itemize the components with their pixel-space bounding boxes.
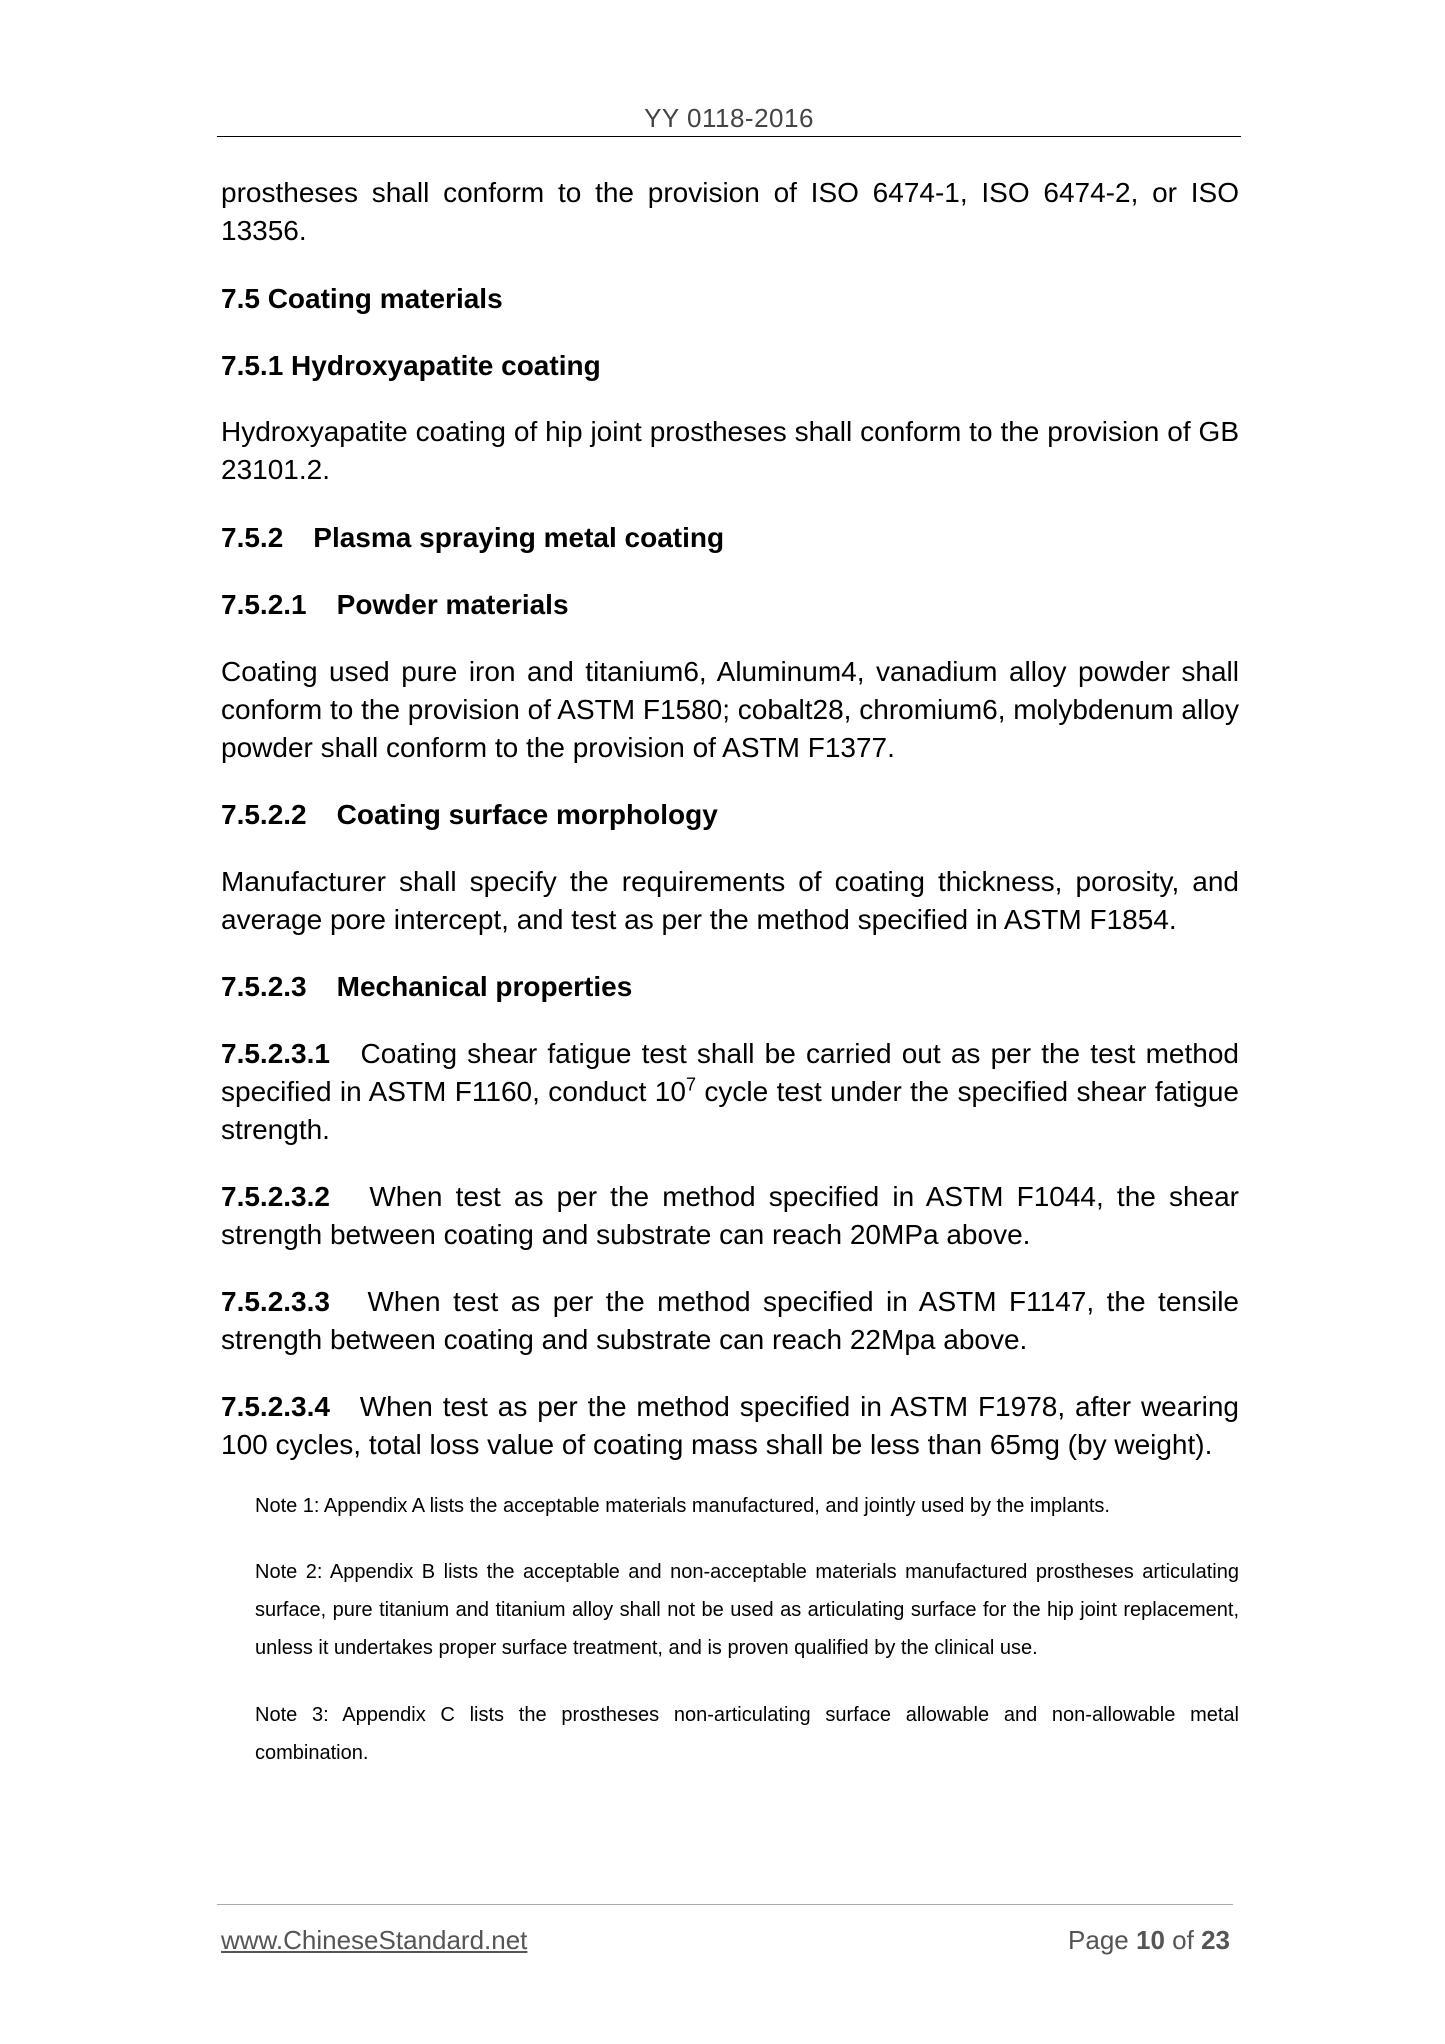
page-prefix: Page xyxy=(1068,1925,1129,1955)
heading-7-5: 7.5 Coating materials xyxy=(221,283,503,314)
header-rule xyxy=(217,136,1241,137)
page-total: 23 xyxy=(1201,1925,1230,1955)
clause-number: 7.5.2.3.1 xyxy=(221,1038,330,1069)
heading-title: Mechanical properties xyxy=(336,971,633,1002)
paragraph-7-5-2-3-1 xyxy=(221,1035,1239,1149)
note-3: Note 3: Appendix C lists the prostheses non-articulating surface allowable and non-allowable metal combination. xyxy=(255,1704,1239,1764)
paragraph-7-5-1: Hydroxyapatite coating of hip joint prostheses shall conform to the provision of GB 23101.2. xyxy=(221,416,1239,485)
heading-7-5-2-1 xyxy=(221,586,1239,624)
clause-number: 7.5.2.3.3 xyxy=(221,1286,330,1317)
page-number xyxy=(1068,1925,1230,1956)
paragraph-7-5-2-2: Manufacturer shall specify the requirements of coating thickness, porosity, and average pore intercept, and test as per the method specified in ASTM F1854. xyxy=(221,866,1239,935)
exponent: 7 xyxy=(685,1074,696,1095)
paragraph-7-5-2-3-4 xyxy=(221,1388,1239,1464)
heading-7-5-2 xyxy=(221,519,1239,557)
clause-text: When test as per the method specified in ASTM F1147, the tensile strength between coating and substrate can reach 22Mpa above. xyxy=(221,1286,1239,1355)
paragraph-7-5-2-3-3 xyxy=(221,1283,1239,1359)
heading-number: 7.5.2.1 xyxy=(221,589,307,620)
heading-number: 7.5.2 xyxy=(221,522,284,553)
document-id-header: YY 0118-2016 xyxy=(644,103,814,133)
heading-title: Plasma spraying metal coating xyxy=(313,522,725,553)
paragraph-7-5-2-3-2 xyxy=(221,1178,1239,1254)
clause-text: When test as per the method specified in ASTM F1044, the shear strength between coating and substrate can reach 20MPa above. xyxy=(221,1181,1239,1250)
clause-number: 7.5.2.3.4 xyxy=(221,1391,330,1422)
page-current: 10 xyxy=(1136,1925,1165,1955)
document-body xyxy=(221,174,1239,1772)
heading-7-5-2-2 xyxy=(221,796,1239,834)
heading-title: Coating surface morphology xyxy=(336,799,718,830)
clause-number: 7.5.2.3.2 xyxy=(221,1181,330,1212)
heading-number: 7.5.2.2 xyxy=(221,799,307,830)
note-1: Note 1: Appendix A lists the acceptable materials manufactured, and jointly used by the implants. xyxy=(255,1495,1110,1517)
heading-7-5-1: 7.5.1 Hydroxyapatite coating xyxy=(221,350,601,381)
page-of: of xyxy=(1172,1925,1194,1955)
clause-text: When test as per the method specified in ASTM F1978, after wearing 100 cycles, total loss value of coating mass shall be less than 65mg (by weight). xyxy=(221,1391,1239,1460)
note-2: Note 2: Appendix B lists the acceptable and non-acceptable materials manufactured prostheses articulating surface, pure titanium and titanium alloy shall not be used as articulating surface for the hip joint replacement, unless it undertakes proper surface treatment, and is proven qualified by the clinical use. xyxy=(255,1561,1239,1659)
paragraph-7-5-2-1: Coating used pure iron and titanium6, Aluminum4, vanadium alloy powder shall conform to the provision of ASTM F1580; cobalt28, chromium6, molybdenum alloy powder shall conform to the provision of ASTM F1377. xyxy=(221,656,1239,763)
heading-title: Powder materials xyxy=(336,589,569,620)
website-link[interactable]: www.ChineseStandard.net xyxy=(221,1925,528,1955)
clause-text-a: Coating shear fatigue test shall be carried out as per the test method specified in ASTM F1160, conduct 10 xyxy=(221,1038,1239,1107)
paragraph-intro: prostheses shall conform to the provision of ISO 6474-1, ISO 6474-2, or ISO 13356. xyxy=(221,177,1239,246)
clause-text-b: cycle test under the specified shear fatigue strength. xyxy=(221,1076,1239,1145)
footer-rule xyxy=(217,1904,1233,1905)
heading-number: 7.5.2.3 xyxy=(221,971,307,1002)
heading-7-5-2-3 xyxy=(221,968,1239,1006)
